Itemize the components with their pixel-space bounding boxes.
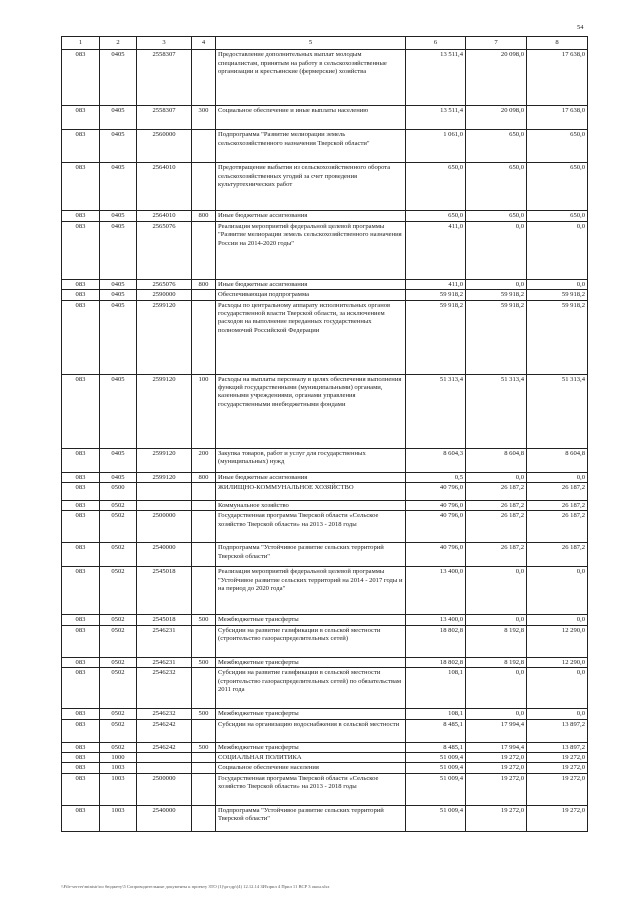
col-header: 2 [100, 37, 137, 50]
amount-2016-cell: 20 098,0 [466, 50, 527, 106]
table-body [62, 50, 588, 831]
amount-2016-cell: 59 918,2 [466, 290, 527, 300]
admin-code-cell: 083 [62, 753, 100, 763]
target-article-cell: 2560000 [137, 130, 192, 163]
amount-2016-cell: 19 272,0 [466, 753, 527, 763]
table-row [62, 668, 588, 709]
expense-type-cell: 800 [192, 211, 216, 221]
target-article-cell: 2545018 [137, 567, 192, 615]
section-code-cell: 0502 [100, 657, 137, 667]
amount-2016-cell: 19 272,0 [466, 763, 527, 773]
description-cell: Расходы по центральному аппарату исполнительных органов государственной власти Тверской области, за исключением расходов на выполнение переданных государственных полномочий Российской Федерации [216, 300, 406, 374]
amount-2015-cell: 59 918,2 [406, 300, 466, 374]
amount-2015-cell: 8 485,1 [406, 742, 466, 752]
amount-2017-cell: 650,0 [527, 130, 588, 163]
target-article-cell: 2546231 [137, 625, 192, 657]
description-cell: Реализация мероприятий федеральной целевой программы "Развитие мелиорации земель сельскохозяйственного назначения России на 2014-2020 годы" [216, 221, 406, 279]
amount-2016-cell: 20 098,0 [466, 106, 527, 130]
expense-type-cell: 500 [192, 615, 216, 625]
table-row [62, 805, 588, 831]
expense-type-cell: 500 [192, 657, 216, 667]
admin-code-cell: 083 [62, 221, 100, 279]
col-header: 5 [216, 37, 406, 50]
expense-type-cell [192, 483, 216, 501]
description-cell: Предотвращение выбытия из сельскохозяйственного оборота сельскохозяйственных угодий за счет проведения культуртехнических работ [216, 163, 406, 211]
section-code-cell: 0405 [100, 300, 137, 374]
expense-type-cell: 200 [192, 448, 216, 472]
description-cell: Социальное обеспечение населения [216, 763, 406, 773]
target-article-cell: 2558307 [137, 106, 192, 130]
description-cell: Межбюджетные трансферты [216, 615, 406, 625]
admin-code-cell: 083 [62, 543, 100, 567]
table-row [62, 657, 588, 667]
amount-2016-cell: 0,0 [466, 709, 527, 719]
expense-type-cell: 500 [192, 709, 216, 719]
table-row [62, 448, 588, 472]
amount-2016-cell: 51 313,4 [466, 374, 527, 448]
description-cell: Реализация мероприятий федеральной целевой программы "Устойчивое развитие сельских территорий на 2014 - 2017 годы и на период до 2020 года" [216, 567, 406, 615]
target-article-cell [137, 763, 192, 773]
table-row [62, 543, 588, 567]
amount-2015-cell: 51 009,4 [406, 763, 466, 773]
target-article-cell: 2558307 [137, 50, 192, 106]
amount-2015-cell: 40 796,0 [406, 543, 466, 567]
admin-code-cell: 083 [62, 448, 100, 472]
admin-code-cell: 083 [62, 709, 100, 719]
amount-2017-cell: 59 918,2 [527, 300, 588, 374]
col-header: 4 [192, 37, 216, 50]
amount-2017-cell: 19 272,0 [527, 773, 588, 805]
amount-2016-cell: 17 994,4 [466, 719, 527, 742]
admin-code-cell: 083 [62, 657, 100, 667]
description-cell: Подпрограмма "Устойчивое развитие сельских территорий Тверской области" [216, 543, 406, 567]
admin-code-cell: 083 [62, 742, 100, 752]
amount-2017-cell: 0,0 [527, 472, 588, 482]
expense-type-cell: 500 [192, 742, 216, 752]
section-code-cell: 1003 [100, 763, 137, 773]
amount-2015-cell: 8 604,3 [406, 448, 466, 472]
table-row [62, 106, 588, 130]
header-row [62, 37, 588, 50]
amount-2017-cell: 0,0 [527, 668, 588, 709]
amount-2015-cell: 108,1 [406, 709, 466, 719]
description-cell: Субсидии на организацию водоснабжения в сельской местности [216, 719, 406, 742]
amount-2015-cell: 13 511,4 [406, 50, 466, 106]
amount-2017-cell: 17 638,0 [527, 50, 588, 106]
section-code-cell: 0502 [100, 501, 137, 511]
expense-type-cell [192, 163, 216, 211]
expense-type-cell [192, 290, 216, 300]
amount-2017-cell: 0,0 [527, 615, 588, 625]
expense-type-cell: 800 [192, 279, 216, 289]
table-row [62, 211, 588, 221]
table-row [62, 719, 588, 742]
amount-2016-cell: 0,0 [466, 567, 527, 615]
table-row [62, 742, 588, 752]
table-row [62, 773, 588, 805]
expense-type-cell [192, 805, 216, 831]
target-article-cell [137, 483, 192, 501]
col-header: 8 [527, 37, 588, 50]
target-article-cell: 2565076 [137, 221, 192, 279]
target-article-cell: 2540000 [137, 805, 192, 831]
amount-2016-cell: 650,0 [466, 163, 527, 211]
admin-code-cell: 083 [62, 290, 100, 300]
target-article-cell: 2546242 [137, 742, 192, 752]
target-article-cell: 2546242 [137, 719, 192, 742]
amount-2017-cell: 0,0 [527, 279, 588, 289]
description-cell: Государственная программа Тверской области «Сельское хозяйство Тверской области» на 2013 - 2018 годы [216, 511, 406, 543]
section-code-cell: 0502 [100, 709, 137, 719]
amount-2016-cell: 26 187,2 [466, 483, 527, 501]
description-cell: Субсидии на развитие газификации в сельской местности (строительство газораспределительных сетей) по обязательствам 2011 года [216, 668, 406, 709]
admin-code-cell: 083 [62, 567, 100, 615]
target-article-cell: 2500000 [137, 773, 192, 805]
amount-2015-cell: 8 485,1 [406, 719, 466, 742]
amount-2017-cell: 0,0 [527, 221, 588, 279]
section-code-cell: 0502 [100, 742, 137, 752]
amount-2017-cell: 13 897,2 [527, 719, 588, 742]
section-code-cell: 0502 [100, 719, 137, 742]
amount-2017-cell: 26 187,2 [527, 483, 588, 501]
amount-2017-cell: 19 272,0 [527, 805, 588, 831]
target-article-cell: 2565076 [137, 279, 192, 289]
amount-2015-cell: 650,0 [406, 211, 466, 221]
expense-type-cell [192, 50, 216, 106]
amount-2016-cell: 59 918,2 [466, 300, 527, 374]
target-article-cell: 2564010 [137, 163, 192, 211]
admin-code-cell: 083 [62, 615, 100, 625]
admin-code-cell: 083 [62, 279, 100, 289]
section-code-cell: 1003 [100, 773, 137, 805]
amount-2015-cell: 411,0 [406, 221, 466, 279]
section-code-cell: 0405 [100, 279, 137, 289]
admin-code-cell: 083 [62, 483, 100, 501]
admin-code-cell: 083 [62, 374, 100, 448]
amount-2016-cell: 650,0 [466, 211, 527, 221]
amount-2015-cell: 108,1 [406, 668, 466, 709]
table-row [62, 163, 588, 211]
amount-2015-cell: 40 796,0 [406, 511, 466, 543]
amount-2016-cell: 0,0 [466, 615, 527, 625]
admin-code-cell: 083 [62, 719, 100, 742]
table-row [62, 290, 588, 300]
description-cell: Иные бюджетные ассигнования [216, 211, 406, 221]
file-path-footer: \\File-server\ministr\по бюджету\5 Сопроводительные документы к проекту ЗТО (1)\ргсдр\(4) 12.12.14 ЗИ\прил 4 Прил 11 ВСР 3 окон.xlsx [61, 884, 330, 889]
amount-2015-cell: 0,5 [406, 472, 466, 482]
section-code-cell: 0502 [100, 543, 137, 567]
amount-2016-cell: 8 192,8 [466, 625, 527, 657]
expense-type-cell [192, 567, 216, 615]
expense-type-cell [192, 543, 216, 567]
target-article-cell: 2599120 [137, 448, 192, 472]
amount-2016-cell: 650,0 [466, 130, 527, 163]
description-cell: Социальное обеспечение и иные выплаты населению [216, 106, 406, 130]
description-cell: Межбюджетные трансферты [216, 742, 406, 752]
admin-code-cell: 083 [62, 763, 100, 773]
section-code-cell: 0502 [100, 511, 137, 543]
table-row [62, 615, 588, 625]
target-article-cell: 2564010 [137, 211, 192, 221]
amount-2015-cell: 411,0 [406, 279, 466, 289]
target-article-cell: 2546232 [137, 668, 192, 709]
amount-2017-cell: 12 290,0 [527, 657, 588, 667]
section-code-cell: 0405 [100, 221, 137, 279]
amount-2017-cell: 650,0 [527, 163, 588, 211]
table-row [62, 279, 588, 289]
target-article-cell [137, 753, 192, 763]
amount-2017-cell: 26 187,2 [527, 501, 588, 511]
admin-code-cell: 083 [62, 211, 100, 221]
table-row [62, 483, 588, 501]
col-header: 1 [62, 37, 100, 50]
admin-code-cell: 083 [62, 472, 100, 482]
page-number: 54 [577, 24, 584, 31]
target-article-cell: 2546232 [137, 709, 192, 719]
description-cell: Подпрограмма "Развитие мелиорации земель сельскохозяйственного назначения Тверской области" [216, 130, 406, 163]
description-cell: Предоставление дополнительных выплат молодым специалистам, принятым на работу в сельскохозяйственные организации и крестьянские (фермерские) хозяйства [216, 50, 406, 106]
target-article-cell: 2599120 [137, 374, 192, 448]
amount-2017-cell: 0,0 [527, 567, 588, 615]
description-cell: ЖИЛИЩНО-КОММУНАЛЬНОЕ ХОЗЯЙСТВО [216, 483, 406, 501]
table-row [62, 763, 588, 773]
table-row [62, 50, 588, 106]
table-row [62, 221, 588, 279]
expense-type-cell: 800 [192, 472, 216, 482]
amount-2016-cell: 8 604,8 [466, 448, 527, 472]
expense-type-cell [192, 511, 216, 543]
expense-type-cell [192, 773, 216, 805]
section-code-cell: 0405 [100, 106, 137, 130]
amount-2017-cell: 8 604,8 [527, 448, 588, 472]
amount-2015-cell: 40 796,0 [406, 501, 466, 511]
expense-type-cell [192, 221, 216, 279]
admin-code-cell: 083 [62, 50, 100, 106]
amount-2016-cell: 19 272,0 [466, 773, 527, 805]
admin-code-cell: 083 [62, 805, 100, 831]
target-article-cell: 2599120 [137, 472, 192, 482]
description-cell: Обеспечивающая подпрограмма [216, 290, 406, 300]
amount-2015-cell: 51 009,4 [406, 773, 466, 805]
amount-2017-cell: 19 272,0 [527, 753, 588, 763]
table-row [62, 567, 588, 615]
description-cell: Иные бюджетные ассигнования [216, 472, 406, 482]
amount-2017-cell: 59 918,2 [527, 290, 588, 300]
amount-2016-cell: 8 192,8 [466, 657, 527, 667]
description-cell: Иные бюджетные ассигнования [216, 279, 406, 289]
table-row [62, 511, 588, 543]
amount-2016-cell: 26 187,2 [466, 543, 527, 567]
section-code-cell: 0405 [100, 163, 137, 211]
table-row [62, 501, 588, 511]
admin-code-cell: 083 [62, 130, 100, 163]
admin-code-cell: 083 [62, 668, 100, 709]
table-row [62, 300, 588, 374]
section-code-cell: 0500 [100, 483, 137, 501]
expense-type-cell [192, 668, 216, 709]
amount-2016-cell: 19 272,0 [466, 805, 527, 831]
table-row [62, 472, 588, 482]
target-article-cell: 2546231 [137, 657, 192, 667]
amount-2016-cell: 26 187,2 [466, 501, 527, 511]
admin-code-cell: 083 [62, 501, 100, 511]
amount-2016-cell: 0,0 [466, 472, 527, 482]
description-cell: Закупка товаров, работ и услуг для государственных (муниципальных) нужд [216, 448, 406, 472]
description-cell: СОЦИАЛЬНАЯ ПОЛИТИКА [216, 753, 406, 763]
amount-2015-cell: 18 802,8 [406, 657, 466, 667]
expense-type-cell: 300 [192, 106, 216, 130]
section-code-cell: 0405 [100, 130, 137, 163]
amount-2016-cell: 0,0 [466, 668, 527, 709]
amount-2015-cell: 59 918,2 [406, 290, 466, 300]
budget-table [61, 36, 588, 832]
target-article-cell: 2599120 [137, 300, 192, 374]
amount-2015-cell: 13 511,4 [406, 106, 466, 130]
amount-2015-cell: 40 796,0 [406, 483, 466, 501]
amount-2016-cell: 0,0 [466, 221, 527, 279]
amount-2016-cell: 0,0 [466, 279, 527, 289]
amount-2017-cell: 650,0 [527, 211, 588, 221]
target-article-cell: 2500000 [137, 511, 192, 543]
admin-code-cell: 083 [62, 625, 100, 657]
admin-code-cell: 083 [62, 300, 100, 374]
target-article-cell: 2545018 [137, 615, 192, 625]
section-code-cell: 0502 [100, 625, 137, 657]
target-article-cell: 2540000 [137, 543, 192, 567]
section-code-cell: 0502 [100, 567, 137, 615]
amount-2015-cell: 13 400,0 [406, 567, 466, 615]
section-code-cell: 0405 [100, 374, 137, 448]
amount-2015-cell: 13 400,0 [406, 615, 466, 625]
admin-code-cell: 083 [62, 106, 100, 130]
admin-code-cell: 083 [62, 511, 100, 543]
expense-type-cell [192, 763, 216, 773]
amount-2017-cell: 19 272,0 [527, 763, 588, 773]
description-cell: Коммунальное хозяйство [216, 501, 406, 511]
amount-2015-cell: 18 802,8 [406, 625, 466, 657]
description-cell: Межбюджетные трансферты [216, 657, 406, 667]
description-cell: Государственная программа Тверской области «Сельское хозяйство Тверской области» на 2013 - 2018 годы [216, 773, 406, 805]
amount-2017-cell: 51 313,4 [527, 374, 588, 448]
description-cell: Субсидии на развитие газификации в сельской местности (строительство газораспределительных сетей) [216, 625, 406, 657]
amount-2015-cell: 51 009,4 [406, 805, 466, 831]
expense-type-cell: 100 [192, 374, 216, 448]
expense-type-cell [192, 719, 216, 742]
description-cell: Подпрограмма "Устойчивое развитие сельских территорий Тверской области" [216, 805, 406, 831]
description-cell: Расходы на выплаты персоналу в целях обеспечения выполнения функций государственными (муниципальными) органами, казенными учреждениями, органами управления государственными внебюджетными фондами [216, 374, 406, 448]
section-code-cell: 0502 [100, 615, 137, 625]
amount-2017-cell: 0,0 [527, 709, 588, 719]
table-row [62, 709, 588, 719]
table-row [62, 130, 588, 163]
col-header: 6 [406, 37, 466, 50]
section-code-cell: 0405 [100, 472, 137, 482]
table-row [62, 625, 588, 657]
admin-code-cell: 083 [62, 773, 100, 805]
amount-2016-cell: 17 994,4 [466, 742, 527, 752]
amount-2017-cell: 26 187,2 [527, 543, 588, 567]
col-header: 3 [137, 37, 192, 50]
section-code-cell: 0405 [100, 50, 137, 106]
expense-type-cell [192, 300, 216, 374]
section-code-cell: 0405 [100, 448, 137, 472]
amount-2017-cell: 17 638,0 [527, 106, 588, 130]
amount-2015-cell: 1 061,0 [406, 130, 466, 163]
expense-type-cell [192, 501, 216, 511]
expense-type-cell [192, 625, 216, 657]
expense-type-cell [192, 753, 216, 763]
amount-2017-cell: 12 290,0 [527, 625, 588, 657]
table-row [62, 374, 588, 448]
amount-2017-cell: 26 187,2 [527, 511, 588, 543]
amount-2017-cell: 13 897,2 [527, 742, 588, 752]
amount-2015-cell: 650,0 [406, 163, 466, 211]
description-cell: Межбюджетные трансферты [216, 709, 406, 719]
target-article-cell [137, 501, 192, 511]
admin-code-cell: 083 [62, 163, 100, 211]
section-code-cell: 1003 [100, 805, 137, 831]
col-header: 7 [466, 37, 527, 50]
table-row [62, 753, 588, 763]
section-code-cell: 0405 [100, 290, 137, 300]
section-code-cell: 1000 [100, 753, 137, 763]
amount-2015-cell: 51 009,4 [406, 753, 466, 763]
amount-2016-cell: 26 187,2 [466, 511, 527, 543]
section-code-cell: 0502 [100, 668, 137, 709]
amount-2015-cell: 51 313,4 [406, 374, 466, 448]
section-code-cell: 0405 [100, 211, 137, 221]
expense-type-cell [192, 130, 216, 163]
target-article-cell: 2590000 [137, 290, 192, 300]
